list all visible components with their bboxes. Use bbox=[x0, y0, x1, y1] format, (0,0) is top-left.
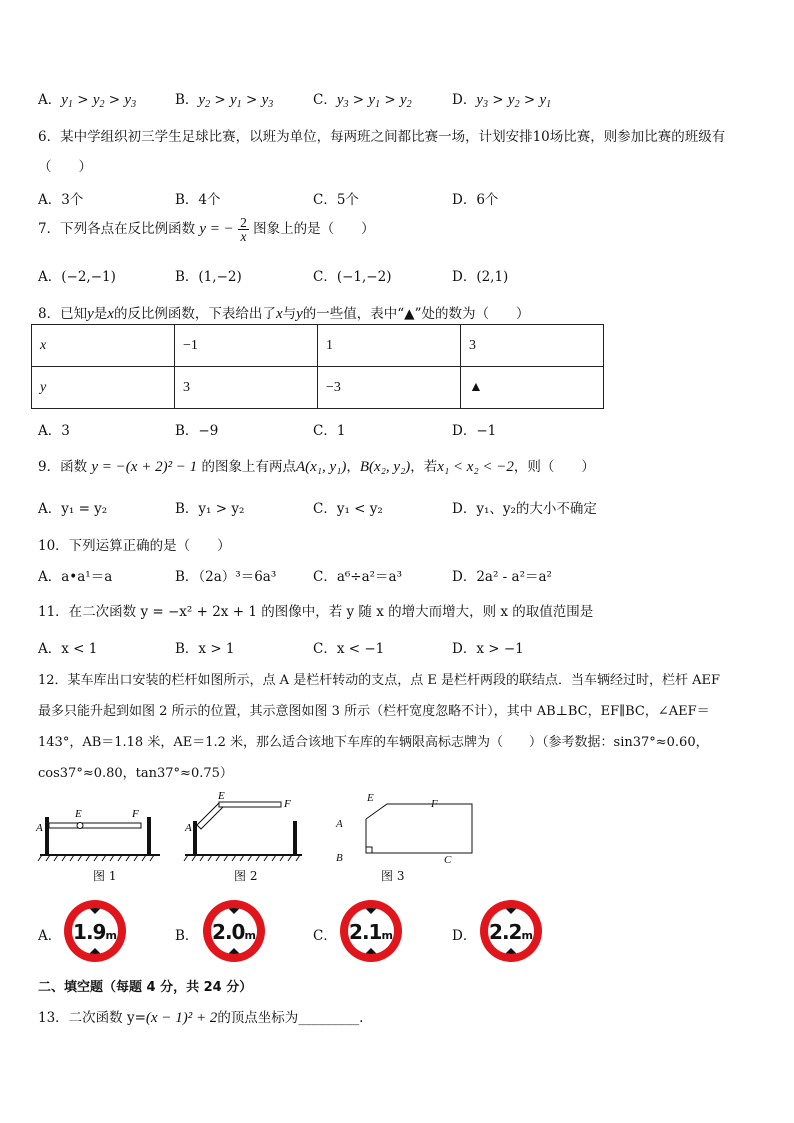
q7-option-c: C．(−1,−2) bbox=[313, 269, 392, 285]
q6-option-c: C．5个 bbox=[313, 192, 359, 208]
table-cell: y bbox=[32, 367, 175, 409]
q6-stem-line2: （ ） bbox=[38, 159, 92, 175]
q5-option-c: C．$y_3 > y_1 > y_2$ bbox=[313, 92, 412, 110]
q7-suffix: 图象上的是（ ） bbox=[253, 221, 375, 237]
q7-function: y = − bbox=[199, 221, 234, 237]
q12-stem-line1: 12．某车库出口安装的栏杆如图所示，点 A 是栏杆转动的支点，点 E 是栏杆两段的联结点．当车辆经过时，栏杆 AEF bbox=[38, 673, 720, 688]
q9-option-a: A．y₁ = y₂ bbox=[38, 501, 108, 517]
q7-option-b: B．(1,−2) bbox=[175, 269, 242, 285]
q10-option-b: B．（2a）³＝6a³ bbox=[175, 569, 277, 585]
q13-stem: 13．二次函数 y=(x − 1)² + 2的顶点坐标为_________. bbox=[38, 1010, 364, 1026]
q5-option-a: A．$y_1 > y_2 > y_3$ bbox=[38, 92, 137, 110]
svg-text:E: E bbox=[218, 790, 225, 802]
q12-option-c-letter: C． bbox=[313, 928, 337, 944]
q5-option-b: B．$y_2 > y_1 > y_3$ bbox=[175, 92, 274, 110]
q12-option-a-letter: A． bbox=[38, 928, 62, 944]
q11-option-b: B．x > 1 bbox=[175, 641, 235, 657]
q8-option-d: D．−1 bbox=[452, 423, 497, 439]
table-cell: ▲ bbox=[461, 367, 604, 409]
figure-3-caption: 图 3 bbox=[381, 869, 405, 883]
svg-text:F: F bbox=[431, 798, 438, 810]
q7-option-d: D．(2,1) bbox=[452, 269, 509, 285]
q9-option-d: D．y₁、y₂的大小不确定 bbox=[452, 501, 597, 517]
height-limit-sign-d: 2.2m bbox=[480, 900, 542, 962]
figure-3-schematic bbox=[366, 804, 472, 853]
svg-text:F: F bbox=[132, 808, 139, 820]
q12-option-b-letter: B． bbox=[175, 928, 199, 944]
table-cell: 3 bbox=[461, 325, 604, 367]
q13-function: (x − 1)² + 2 bbox=[145, 1010, 218, 1026]
figure-1-barrier bbox=[35, 808, 160, 861]
figure-2-caption: 图 2 bbox=[234, 869, 258, 883]
q12-stem-line4: cos37°≈0.80，tan37°≈0.75） bbox=[38, 766, 233, 781]
q6-stem-line1: 6．某中学组织初三学生足球比赛，以班为单位，每两班之间都比赛一场，计划安排10场比赛，则参加比赛的班级有 bbox=[38, 129, 726, 145]
q8-option-a: A．3 bbox=[38, 423, 70, 439]
table-row bbox=[32, 325, 604, 367]
q8-option-c: C．1 bbox=[313, 423, 346, 439]
q11-stem: 11．在二次函数 y = −x² + 2x + 1 的图像中，若 y 随 x 的增大而增大，则 x 的取值范围是 bbox=[38, 604, 594, 620]
figure-2-barrier-raised bbox=[184, 790, 302, 861]
section-2-title: 二、填空题（每题 4 分，共 24 分） bbox=[38, 980, 253, 995]
q9-option-b: B．y₁ > y₂ bbox=[175, 501, 245, 517]
q11-option-c: C．x < −1 bbox=[313, 641, 385, 657]
q7-fraction: $\frac{2}{x}$ bbox=[240, 215, 247, 244]
svg-text:F: F bbox=[284, 798, 291, 810]
height-limit-sign-b: 2.0m bbox=[203, 900, 265, 962]
q9-option-c: C．y₁ < y₂ bbox=[313, 501, 383, 517]
q7-option-a: A．(−2,−1) bbox=[38, 269, 116, 285]
q8-stem: 8．已知y是x的反比例函数，下表给出了x与y的一些值，表中“▲”处的数为（ ） bbox=[38, 306, 530, 322]
svg-text:E: E bbox=[75, 808, 82, 820]
q10-option-a: A．a•a¹＝a bbox=[38, 569, 113, 585]
svg-text:B: B bbox=[336, 852, 343, 864]
q9-stem: 9．函数 y = −(x + 2)² − 1 的图象上有两点A(x₁, y₁)，B(x₂, y₂)，若x₁ < x₂ < −2，则（ ） bbox=[38, 459, 595, 475]
q9-point-b: B(x₂, y₂) bbox=[359, 459, 411, 475]
table-cell: −3 bbox=[318, 367, 461, 409]
q7-stem bbox=[38, 216, 375, 243]
q6-option-a: A．3个 bbox=[38, 192, 84, 208]
q10-option-d: D．2a² - a²＝a² bbox=[452, 569, 552, 585]
q5-option-d: D．$y_3 > y_2 > y_1$ bbox=[452, 92, 552, 110]
q12-option-d-letter: D． bbox=[452, 928, 477, 944]
q11-option-d: D．x > −1 bbox=[452, 641, 524, 657]
q8-value-table bbox=[31, 324, 604, 409]
table-cell: 1 bbox=[318, 325, 461, 367]
q11-option-a: A．x < 1 bbox=[38, 641, 98, 657]
q10-stem: 10．下列运算正确的是（ ） bbox=[38, 538, 231, 554]
svg-text:E: E bbox=[367, 792, 374, 804]
q9-condition: x₁ < x₂ < −2 bbox=[437, 459, 514, 475]
q8-option-b: B．−9 bbox=[175, 423, 219, 439]
q13-answer-blank[interactable]: _________ bbox=[298, 1010, 360, 1026]
height-limit-sign-a: 1.9m bbox=[64, 900, 126, 962]
q12-stem-line2: 最多只能升起到如图 2 所示的位置，其示意图如图 3 所示（栏杆宽度忽略不计），其中 AB⊥BC，EF∥BC，∠AEF＝ bbox=[38, 704, 710, 719]
figure-1-caption: 图 1 bbox=[93, 869, 117, 883]
q6-option-d: D．6个 bbox=[452, 192, 499, 208]
table-cell: −1 bbox=[175, 325, 318, 367]
q9-point-a: A(x₁, y₁) bbox=[295, 459, 347, 475]
table-cell: 3 bbox=[175, 367, 318, 409]
q7-prefix: 7．下列各点在反比例函数 bbox=[38, 221, 196, 237]
q9-function: y = −(x + 2)² − 1 bbox=[91, 459, 198, 475]
table-cell: x bbox=[32, 325, 175, 367]
table-row bbox=[32, 367, 604, 409]
svg-text:C: C bbox=[444, 854, 452, 866]
height-limit-sign-c: 2.1m bbox=[340, 900, 402, 962]
q6-option-b: B．4个 bbox=[175, 192, 221, 208]
q10-option-c: C．a⁶÷a²＝a³ bbox=[313, 569, 403, 585]
svg-text:A: A bbox=[336, 818, 343, 830]
q12-stem-line3: 143°，AB＝1.18 米，AE＝1.2 米，那么适合该地下车库的车辆限高标志牌为（ ）（参考数据：sin37°≈0.60， bbox=[38, 735, 709, 750]
svg-text:A: A bbox=[185, 822, 192, 834]
svg-text:A: A bbox=[36, 822, 43, 834]
